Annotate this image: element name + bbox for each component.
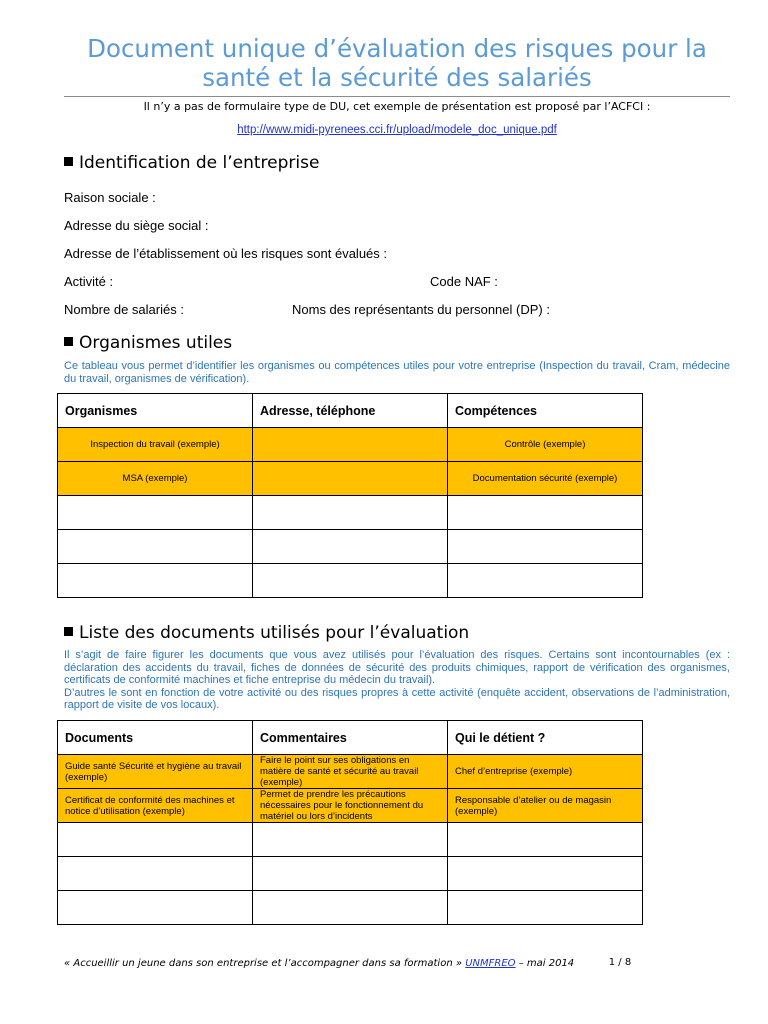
- table-cell[interactable]: Chef d’entreprise (exemple): [448, 755, 643, 789]
- table-row: [58, 823, 643, 857]
- page-footer: [64, 957, 584, 970]
- table-cell[interactable]: [448, 564, 643, 598]
- table-cell[interactable]: [448, 891, 643, 925]
- table-row: [58, 496, 643, 530]
- template-link[interactable]: http://www.midi-pyrenees.cci.fr/upload/modele_doc_unique.pdf: [237, 124, 557, 136]
- table-cell[interactable]: [253, 496, 448, 530]
- table-cell[interactable]: [253, 857, 448, 891]
- table-cell[interactable]: [448, 823, 643, 857]
- table-cell[interactable]: Faire le point sur ses obligations en matière de santé et sécurité au travail (exemple): [253, 755, 448, 789]
- table-cell[interactable]: [253, 564, 448, 598]
- section-heading-identification: [64, 153, 319, 173]
- documents-description-2: D’autres le sont en fonction de votre activité ou des risques propres à cette activité (enquête accident, observations de l’administration, rapport de visite de vos locaux).: [64, 686, 730, 711]
- field-adresse-etablissement: Adresse de l’établissement où les risques sont évalués :: [64, 246, 388, 261]
- field-nombre-salaries: Nombre de salariés :: [64, 302, 184, 317]
- table-cell[interactable]: Permet de prendre les précautions nécessaires pour le fonctionnement du matériel ou lors d’incidents: [253, 789, 448, 823]
- table-cell[interactable]: [58, 496, 253, 530]
- intro-text: Il n’y a pas de formulaire type de DU, cet exemple de présentation est proposé par l’ACFCI :: [143, 100, 651, 113]
- table-cell[interactable]: [253, 462, 448, 496]
- column-header: Adresse, téléphone: [253, 394, 448, 428]
- column-header: Compétences: [448, 394, 643, 428]
- square-bullet-icon: [64, 157, 73, 166]
- table-row: [58, 857, 643, 891]
- table-cell[interactable]: Certificat de conformité des machines et notice d’utilisation (exemple): [58, 789, 253, 823]
- column-header: Commentaires: [253, 721, 448, 755]
- heading-text: Organismes utiles: [79, 333, 233, 353]
- field-representants: Noms des représentants du personnel (DP) :: [292, 302, 550, 317]
- heading-text: Liste des documents utilisés pour l’évaluation: [79, 623, 470, 643]
- field-adresse-siege: Adresse du siège social :: [64, 218, 209, 233]
- table-cell[interactable]: [448, 857, 643, 891]
- table-cell[interactable]: [253, 428, 448, 462]
- table-cell[interactable]: [58, 891, 253, 925]
- field-activite: Activité :: [64, 274, 114, 289]
- table-row: [58, 789, 643, 823]
- table-cell[interactable]: [448, 496, 643, 530]
- table-cell[interactable]: [58, 823, 253, 857]
- table-cell[interactable]: [58, 564, 253, 598]
- documents-description: [64, 649, 730, 712]
- square-bullet-icon: [64, 337, 73, 346]
- title-line-2: santé et la sécurité des salariés: [202, 63, 592, 92]
- column-header: Organismes: [58, 394, 253, 428]
- field-raison-sociale: Raison sociale :: [64, 190, 156, 205]
- table-cell[interactable]: [448, 530, 643, 564]
- table-row: [58, 462, 643, 496]
- table-cell[interactable]: Guide santé Sécurité et hygiène au travail (exemple): [58, 755, 253, 789]
- table-header-row: [58, 394, 643, 428]
- table-header-row: [58, 721, 643, 755]
- organismes-table: [57, 393, 643, 598]
- document-title: [64, 34, 730, 92]
- footer-text: « Accueillir un jeune dans son entreprise et l’accompagner dans sa formation »: [64, 958, 463, 969]
- table-cell[interactable]: [253, 530, 448, 564]
- table-cell[interactable]: Documentation sécurité (exemple): [448, 462, 643, 496]
- footer-organization-link[interactable]: UNMFREO: [465, 958, 516, 969]
- column-header: Documents: [58, 721, 253, 755]
- title-line-1: Document unique d’évaluation des risques pour la: [87, 34, 707, 63]
- title-divider: [64, 96, 730, 97]
- table-row: [58, 530, 643, 564]
- table-cell[interactable]: Inspection du travail (exemple): [58, 428, 253, 462]
- table-row: [58, 891, 643, 925]
- table-row: [58, 428, 643, 462]
- table-row: [58, 755, 643, 789]
- documents-table: [57, 720, 643, 925]
- table-cell[interactable]: MSA (exemple): [58, 462, 253, 496]
- square-bullet-icon: [64, 627, 73, 636]
- heading-text: Identification de l’entreprise: [79, 153, 320, 173]
- table-cell[interactable]: Contrôle (exemple): [448, 428, 643, 462]
- table-cell[interactable]: [58, 857, 253, 891]
- table-row: [58, 564, 643, 598]
- documents-description-1: Il s’agit de faire figurer les documents que vous avez utilisés pour l’évaluation des risques. Certains sont incontournables (ex : déclaration des accidents du travail, fiches de données de sécurité des produits chimiques, rapport de vérification des organismes, certificats de conformité machines et fiche entreprise du médecin du travail).: [64, 649, 730, 686]
- section-heading-documents: [64, 623, 469, 643]
- section-heading-organismes: [64, 333, 232, 353]
- field-code-naf: Code NAF :: [430, 274, 498, 289]
- table-cell[interactable]: [58, 530, 253, 564]
- table-cell[interactable]: Responsable d’atelier ou de magasin (exemple): [448, 789, 643, 823]
- footer-date: – mai 2014: [518, 958, 575, 969]
- table-cell[interactable]: [253, 823, 448, 857]
- table-cell[interactable]: [253, 891, 448, 925]
- column-header: Qui le détient ?: [448, 721, 643, 755]
- organismes-description: Ce tableau vous permet d’identifier les organismes ou compétences utiles pour votre entreprise (Inspection du travail, Cram, médecine du travail, organismes de vérification).: [64, 360, 730, 385]
- page-number: 1 / 8: [608, 957, 632, 968]
